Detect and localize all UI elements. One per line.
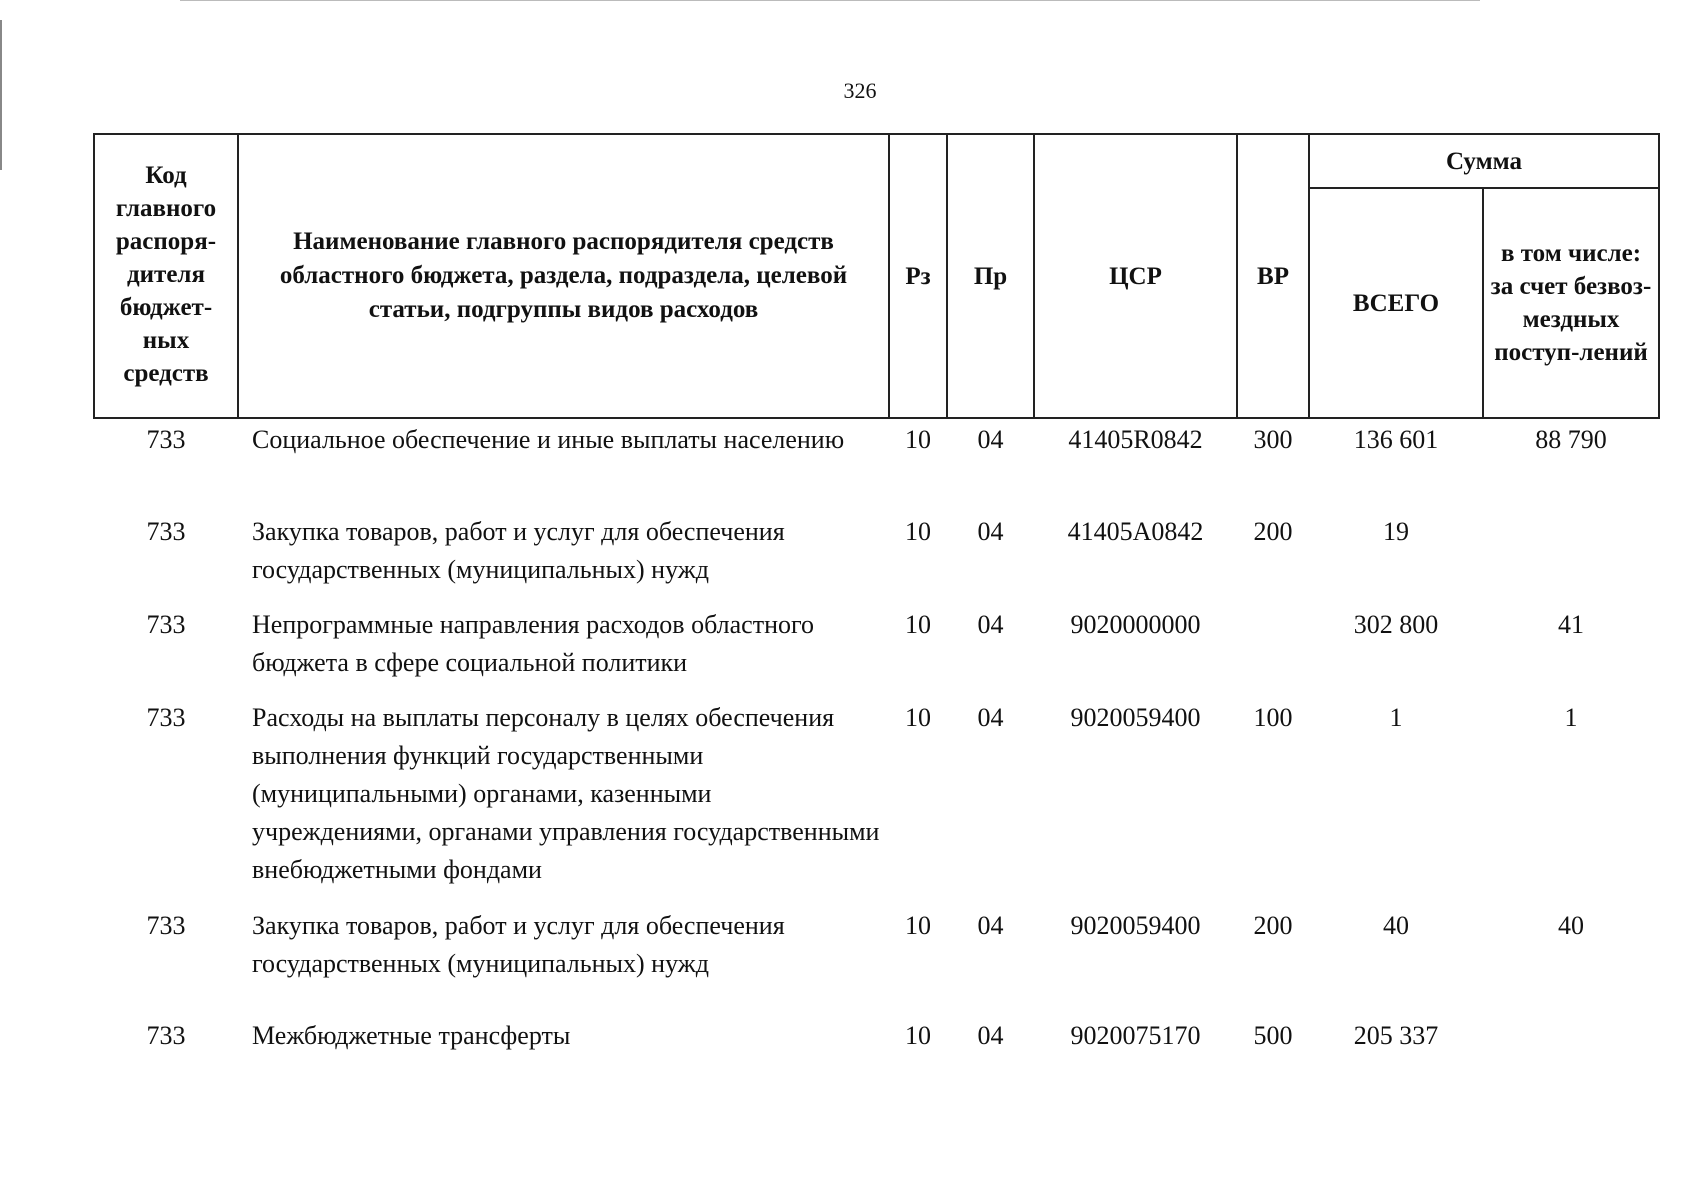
cell-rz: 10 bbox=[905, 703, 931, 732]
cell-pr: 04 bbox=[977, 703, 1004, 732]
cell-pr: 04 bbox=[977, 610, 1004, 639]
cell-free: 41 bbox=[1558, 610, 1584, 639]
header-name: Наименование главного распорядителя средств областного бюджета, раздела, подраздела, целевой статьи, подгруппы видов расходов bbox=[238, 134, 889, 418]
cell-pr: 04 bbox=[977, 425, 1004, 454]
cell-rz: 10 bbox=[905, 610, 931, 639]
cell-total: 19 bbox=[1383, 517, 1409, 546]
cell-total: 40 bbox=[1383, 911, 1409, 940]
cell-vr: 200 bbox=[1253, 911, 1293, 940]
cell-pr: 04 bbox=[977, 911, 1004, 940]
header-code: Код главного распоря-дителя бюджет-ных средств bbox=[94, 134, 238, 418]
budget-table bbox=[93, 133, 1660, 1077]
cell-name: Социальное обеспечение и иные выплаты населению bbox=[252, 425, 845, 454]
table-row bbox=[94, 513, 1659, 606]
cell-code: 733 bbox=[146, 911, 186, 940]
cell-code: 733 bbox=[146, 703, 186, 732]
cell-pr: 04 bbox=[977, 1021, 1004, 1050]
table-row bbox=[94, 699, 1659, 907]
cell-rz: 10 bbox=[905, 425, 931, 454]
cell-rz: 10 bbox=[905, 517, 931, 546]
table-body bbox=[94, 418, 1659, 1077]
cell-code: 733 bbox=[146, 425, 186, 454]
header-sum: Сумма bbox=[1309, 134, 1659, 188]
header-total: ВСЕГО bbox=[1309, 188, 1483, 418]
cell-name: Закупка товаров, работ и услуг для обеспечения государственных (муниципальных) нужд bbox=[252, 911, 785, 978]
cell-csr: 9020059400 bbox=[1070, 911, 1201, 940]
cell-total: 205 337 bbox=[1353, 1021, 1439, 1050]
header-vr: ВР bbox=[1237, 134, 1309, 418]
cell-free: 88 790 bbox=[1535, 425, 1607, 454]
cell-rz: 10 bbox=[905, 1021, 931, 1050]
cell-free bbox=[1483, 513, 1659, 606]
cell-csr: 9020059400 bbox=[1070, 703, 1201, 732]
cell-name: Непрограммные направления расходов областного бюджета в сфере социальной политики bbox=[252, 610, 814, 677]
cell-free bbox=[1483, 1017, 1659, 1077]
cell-vr: 100 bbox=[1253, 703, 1293, 732]
cell-total: 302 800 bbox=[1353, 610, 1439, 639]
table-row bbox=[94, 1017, 1659, 1077]
cell-name: Закупка товаров, работ и услуг для обеспечения государственных (муниципальных) нужд bbox=[252, 517, 785, 584]
cell-code: 733 bbox=[146, 517, 186, 546]
page-number: 326 bbox=[843, 78, 877, 103]
cell-csr: 9020000000 bbox=[1070, 610, 1201, 639]
cell-name: Расходы на выплаты персоналу в целях обеспечения выполнения функций государственными (муниципальными) органами, казенными учреждениями, органами управления государственными внебюджетными фондами bbox=[252, 703, 880, 884]
cell-vr: 500 bbox=[1253, 1021, 1293, 1050]
header-free: в том числе: за счет безвоз-мездных поступ-лений bbox=[1483, 188, 1659, 418]
cell-vr: 200 bbox=[1253, 517, 1293, 546]
table-row bbox=[94, 418, 1659, 513]
cell-vr bbox=[1237, 606, 1309, 699]
cell-free: 40 bbox=[1558, 911, 1584, 940]
cell-csr: 41405R0842 bbox=[1068, 425, 1203, 454]
cell-csr: 9020075170 bbox=[1070, 1021, 1201, 1050]
cell-pr: 04 bbox=[977, 517, 1004, 546]
header-pr: Пр bbox=[947, 134, 1034, 418]
header-rz: Рз bbox=[889, 134, 947, 418]
cell-code: 733 bbox=[146, 610, 186, 639]
scan-edge-top bbox=[180, 0, 1480, 1]
scan-edge bbox=[0, 20, 2, 170]
cell-vr: 300 bbox=[1253, 425, 1293, 454]
cell-name: Межбюджетные трансферты bbox=[252, 1021, 571, 1050]
cell-total: 1 bbox=[1389, 703, 1403, 732]
cell-total: 136 601 bbox=[1353, 425, 1439, 454]
header-csr: ЦСР bbox=[1034, 134, 1237, 418]
cell-code: 733 bbox=[146, 1021, 186, 1050]
cell-rz: 10 bbox=[905, 911, 931, 940]
table-row bbox=[94, 907, 1659, 1017]
cell-csr: 41405A0842 bbox=[1067, 517, 1204, 546]
table-header bbox=[94, 134, 1659, 418]
table-row bbox=[94, 606, 1659, 699]
cell-free: 1 bbox=[1564, 703, 1578, 732]
